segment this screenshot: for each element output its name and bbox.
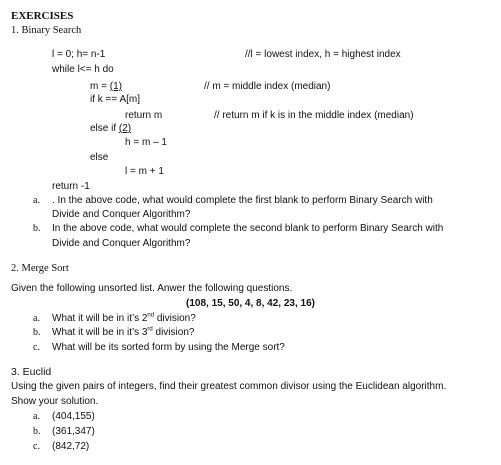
question-text: Divide and Conquer Algorithm?: [52, 209, 191, 220]
unsorted-list: (108, 15, 50, 4, 8, 42, 23, 16): [186, 298, 315, 309]
question-text: In the above code, what would complete the second blank to perform Binary Search with: [52, 223, 444, 234]
ordinal-suffix: nd: [147, 312, 155, 319]
section-3-heading: 3. Euclid: [11, 366, 52, 378]
question-pre: What it will be in it’s 2: [52, 313, 148, 324]
code-line: else: [90, 152, 109, 163]
code-comment: // return m if k is in the middle index (median): [214, 110, 414, 121]
code-line: [90, 81, 132, 92]
question-post: division?: [154, 313, 196, 324]
question-marker: a.: [33, 195, 40, 206]
code-line: return m: [125, 110, 163, 121]
question-pre: What it will be in it’s 3: [52, 327, 148, 338]
question-text: [52, 327, 194, 338]
exercises-title: EXERCISES: [11, 10, 74, 22]
question-text: What will be its sorted form by using the Merge sort?: [52, 342, 285, 353]
question-marker: c.: [33, 342, 40, 353]
code-comment: // m = middle index (median): [204, 81, 331, 92]
blank-1: (1): [109, 81, 122, 92]
code-line: if k == A[m]: [90, 94, 141, 105]
question-text: [52, 313, 196, 324]
pair-marker: c.: [33, 441, 40, 452]
merge-intro: Given the following unsorted list. Anwer the following questions.: [11, 283, 293, 294]
code-line: l = 0; h= n-1: [52, 49, 106, 60]
question-marker: b.: [33, 223, 41, 234]
pair-value: (842,72): [52, 441, 90, 452]
euclid-intro: Using the given pairs of integers, find their greatest common divisor using the Euclidean algorithm.: [11, 381, 447, 392]
euclid-intro: Show your solution.: [11, 396, 99, 407]
pair-marker: a.: [33, 411, 40, 422]
question-marker: b.: [33, 327, 41, 338]
section-1-heading: 1. Binary Search: [11, 25, 82, 36]
question-post: division?: [152, 327, 195, 338]
question-text: Divide and Conquer Algorithm?: [52, 238, 191, 249]
pair-value: (361,347): [52, 426, 95, 437]
code-comment: //l = lowest index, h = highest index: [245, 49, 401, 60]
ordinal-suffix: rd: [147, 326, 153, 333]
code-line: [90, 123, 139, 134]
question-text: . In the above code, what would complete the first blank to perform Binary Search with: [52, 195, 433, 206]
section-2-heading: 2. Merge Sort: [11, 263, 69, 274]
code-line: l = m + 1: [125, 166, 164, 177]
code-line: return -1: [52, 181, 90, 192]
code-text: m =: [90, 81, 110, 92]
question-marker: a.: [33, 313, 40, 324]
code-text: else if: [90, 123, 119, 134]
code-line: while l<= h do: [52, 64, 114, 75]
code-line: h = m – 1: [125, 137, 167, 148]
pair-value: (404,155): [52, 411, 95, 422]
pair-marker: b.: [33, 426, 41, 437]
blank-2: (2): [118, 123, 132, 134]
